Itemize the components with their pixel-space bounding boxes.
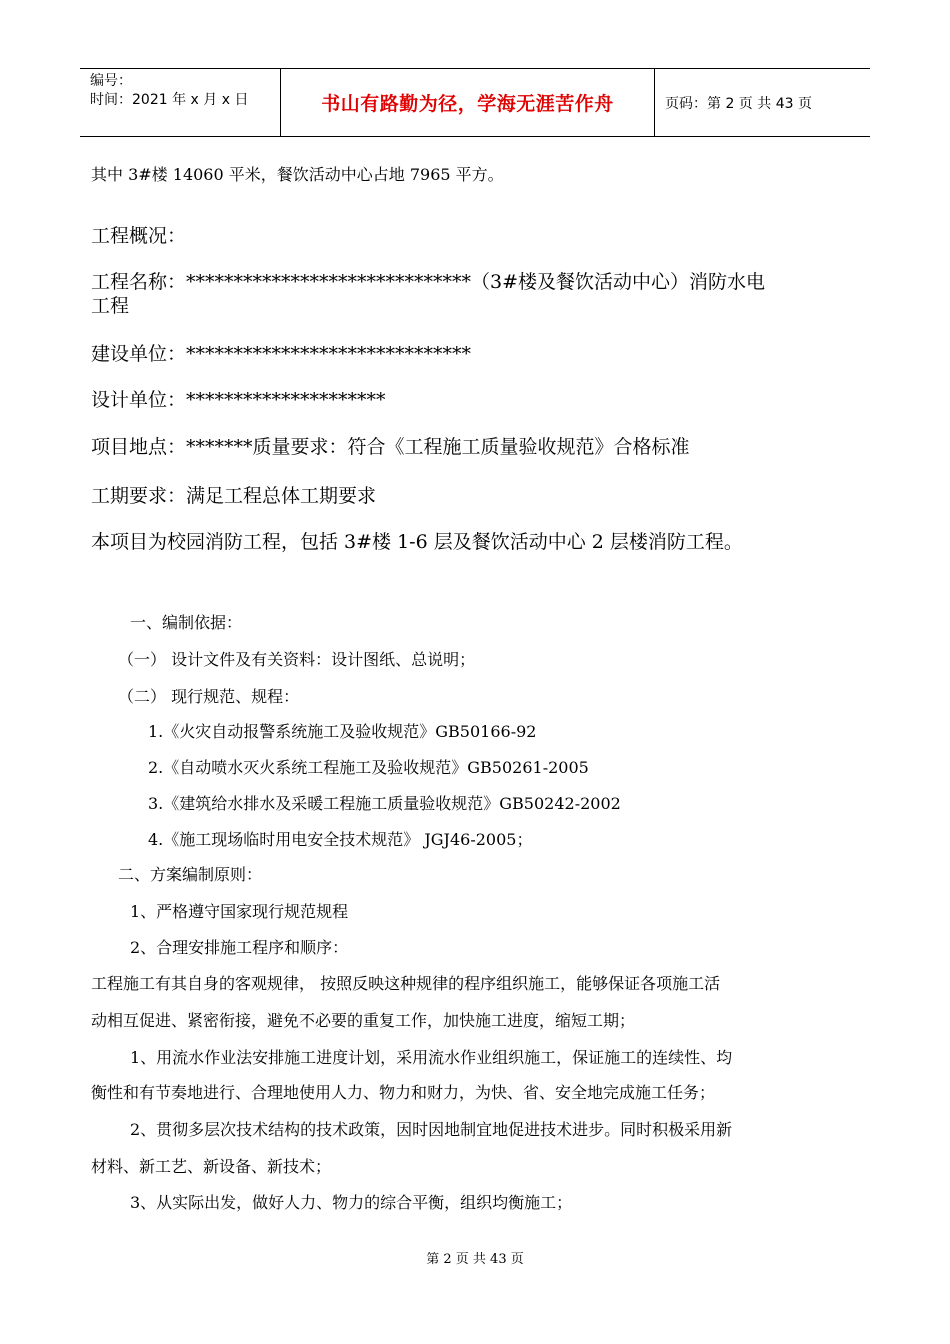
area-line: 其中 3#楼 14060 平米，餐饮活动中心占地 7965 平方。 [91, 165, 504, 184]
basis-item-2: （二） 现行规范、规程： [118, 687, 300, 706]
paragraph-d-line-1: 3、从实际出发，做好人力、物力的综合平衡，组织均衡施工； [130, 1193, 573, 1212]
doc-number: 编号： [90, 73, 132, 89]
section-basis-title: 一、编制依据： [130, 613, 243, 632]
norm-item-4: 4.《施工现场临时用电安全技术规范》 JGJ46-2005； [148, 830, 533, 849]
scope-line: 本项目为校园消防工程，包括 3#楼 1-6 层及餐饮活动中心 2 层楼消防工程。 [91, 531, 743, 553]
paragraph-a-line-1: 工程施工有其自身的客观规律， 按照反映这种规律的程序组织施工，能够保证各项施工活 [91, 974, 721, 993]
section-principle-title: 二、方案编制原则： [118, 865, 263, 884]
schedule-line: 工期要求：满足工程总体工期要求 [91, 485, 377, 507]
header-meta [80, 69, 281, 136]
norm-item-1: 1.《火灾自动报警系统施工及验收规范》GB50166-92 [148, 722, 537, 741]
paragraph-a-line-2: 动相互促进、紧密衔接，避免不必要的重复工作，加快施工进度，缩短工期； [91, 1011, 636, 1030]
builder-line: 建设单位：****************************** [91, 343, 472, 365]
project-name-line-2: 工程 [91, 295, 130, 317]
overview-title: 工程概况： [91, 225, 187, 247]
principle-item-1: 1、严格遵守国家现行规范规程 [130, 902, 349, 921]
header-page-number: 页码：第 2 页 共 43 页 [665, 95, 812, 112]
paragraph-c-line-1: 2、贯彻多层次技术结构的技术政策，因时因地制宜地促进技术进步。同时积极采用新 [130, 1120, 733, 1139]
paragraph-b-line-1: 1、用流水作业法安排施工进度计划，采用流水作业组织施工，保证施工的连续性、均 [130, 1048, 733, 1067]
designer-line: 设计单位：********************* [91, 389, 386, 411]
basis-item-1: （一） 设计文件及有关资料：设计图纸、总说明； [118, 650, 476, 669]
paragraph-c-line-2: 材料、新工艺、新设备、新技术； [91, 1157, 332, 1176]
page-footer: 第 2 页 共 43 页 [426, 1252, 524, 1267]
project-name-line-1: 工程名称：******************************（3#楼及餐饮活动中心）消防水电 [91, 271, 766, 293]
page-header [80, 68, 870, 137]
norm-item-2: 2.《自动喷水灭火系统工程施工及验收规范》GB50261-2005 [148, 758, 589, 777]
principle-item-2: 2、合理安排施工程序和顺序： [130, 938, 349, 957]
paragraph-b-line-2: 衡性和有节奏地进行、合理地使用人力、物力和财力，为快、省、安全地完成施工任务； [91, 1083, 716, 1102]
location-quality-line: 项目地点：*******质量要求：符合《工程施工质量验收规范》合格标准 [91, 436, 690, 458]
doc-date: 时间：2021 年 x 月 x 日 [90, 92, 249, 108]
header-motto: 书山有路勤为径，学海无涯苦作舟 [281, 69, 655, 136]
norm-item-3: 3.《建筑给水排水及采暖工程施工质量验收规范》GB50242-2002 [148, 794, 621, 813]
